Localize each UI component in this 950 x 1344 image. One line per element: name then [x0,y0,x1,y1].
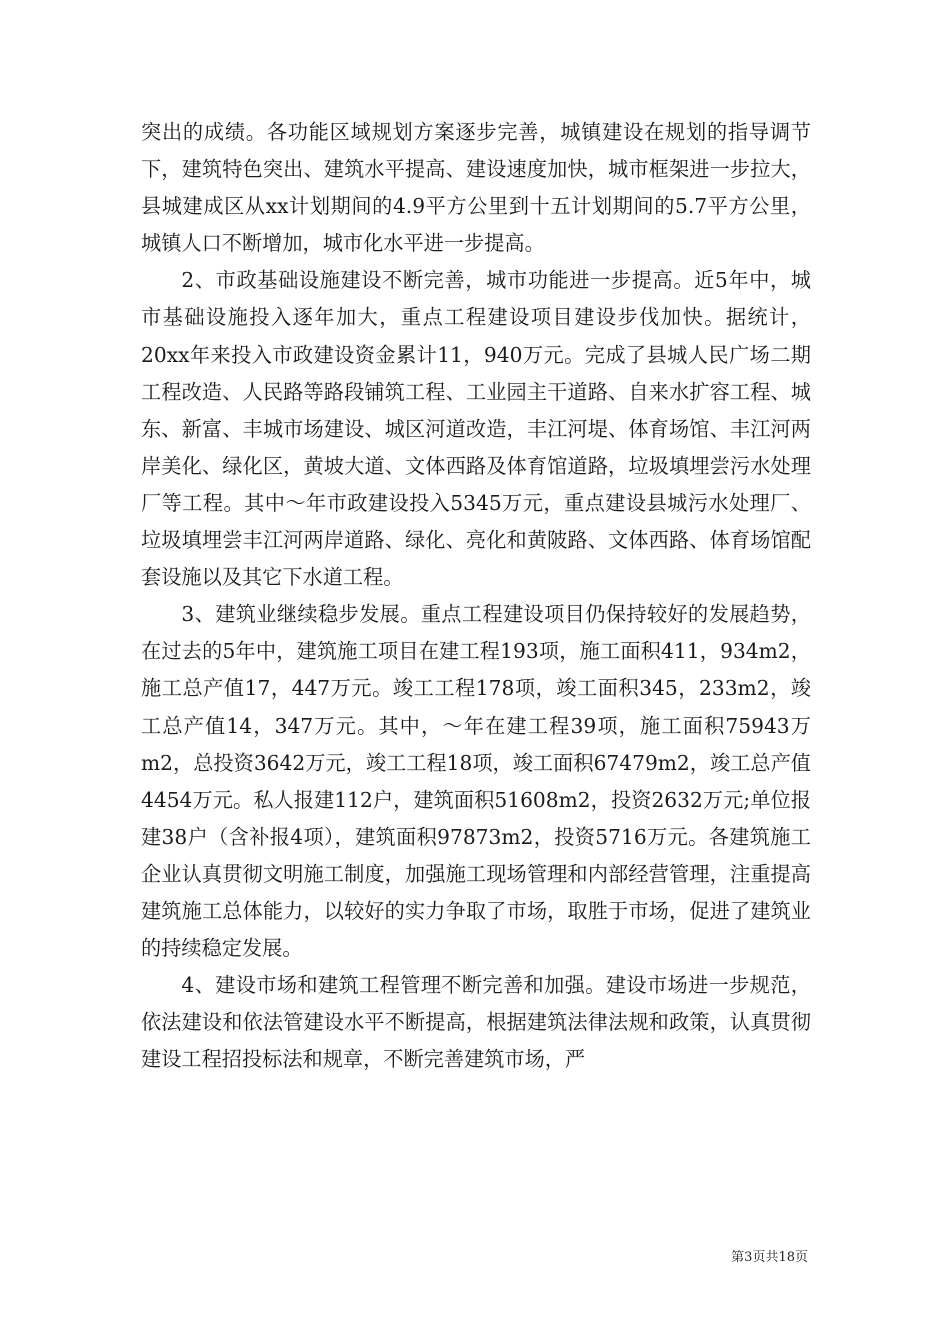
paragraph-1: 突出的成绩。各功能区域规划方案逐步完善，城镇建设在规划的指导调节下，建筑特色突出、建筑水平提高、建设速度加快，城市框架进一步拉大，县城建成区从xx计划期间的4.9平方公里到十五计划期间的5.7平方公里，城镇人口不断增加，城市化水平进一步提高。 [141,120,811,256]
paragraph-3: 3、建筑业继续稳步发展。重点工程建设项目仍保持较好的发展趋势，在过去的5年中，建筑施工项目在建工程193项，施工面积411，934m2，施工总产值17，447万元。竣工工程178项，竣工面积345，233m2，竣工总产值14，347万元。其中，～年在建工程39项，施工面积75943万m2，总投资3642万元，竣工工程18项，竣工面积67479m2，竣工总产值4454万元。私人报建112户，建筑面积51608m2，投资2632万元;单位报建38户（含补报4项），建筑面积97873m2，投资5716万元。各建筑施工企业认真贯彻文明施工制度，加强施工现场管理和内部经营管理，注重提高建筑施工总体能力，以较好的实力争取了市场，取胜于市场，促进了建筑业的持续稳定发展。 [141,602,811,961]
page-number-footer: 第3页共18页 [731,1250,808,1265]
paragraph-4: 4、建设市场和建筑工程管理不断完善和加强。建设市场进一步规范，依法建设和依法管建设水平不断提高，根据建筑法律法规和政策，认真贯彻建设工程招投标法和规章，不断完善建筑市场，严 [141,973,811,1072]
paragraph-2: 2、市政基础设施建设不断完善，城市功能进一步提高。近5年中，城市基础设施投入逐年加大，重点工程建设项目建设步伐加快。据统计，20xx年来投入市政建设资金累计11，940万元。完成了县城人民广场二期工程改造、人民路等路段铺筑工程、工业园主干道路、自来水扩容工程、城东、新富、丰城市场建设、城区河道改造，丰江河堤、体育场馆、丰江河两岸美化、绿化区，黄坡大道、文体西路及体育馆道路，垃圾填埋尝污水处理厂等工程。其中～年市政建设投入5345万元，重点建设县城污水处理厂、垃圾填埋尝丰江河两岸道路、绿化、亮化和黄陂路、文体西路、体育场馆配套设施以及其它下水道工程。 [141,268,811,590]
document-body [141,114,811,1078]
